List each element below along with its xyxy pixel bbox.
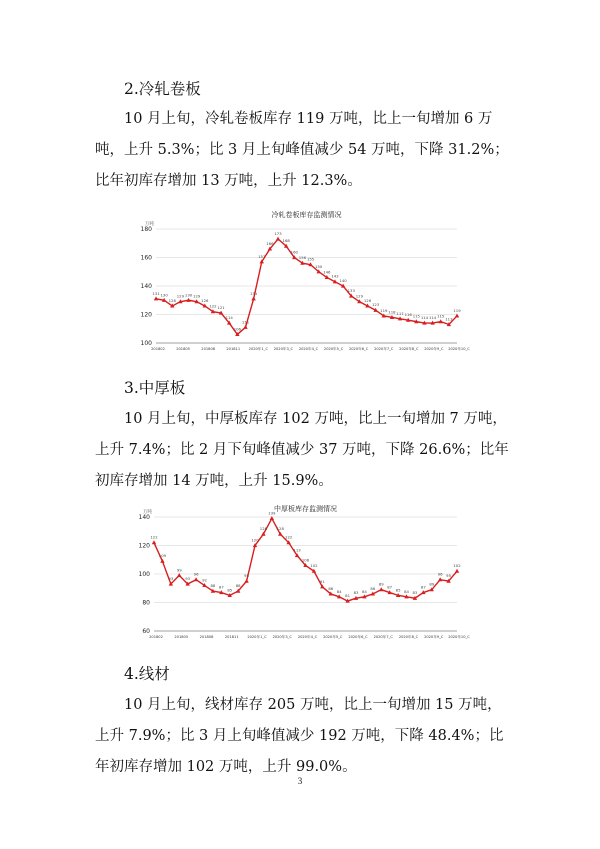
data-label: 126 (201, 297, 209, 303)
x-tick-label: 2020年5_C (323, 347, 344, 351)
data-point (194, 577, 198, 581)
x-tick-label: 2020年4_C (297, 635, 318, 639)
data-label: 117 (396, 310, 404, 316)
data-label: 128 (276, 526, 284, 532)
x-tick-label: 2020年1_C (247, 635, 267, 639)
data-point (243, 325, 247, 329)
paragraph-line: 上升 7.4%；比 2 月下旬峰值减少 37 万吨，下降 26.6%；比年 (95, 442, 509, 458)
data-label: 86 (370, 585, 376, 591)
x-tick-label: 2020年4_C (298, 347, 319, 351)
data-label: 129 (355, 293, 364, 299)
section-heading-cold-rolled: 2.冷轧卷板 (124, 80, 201, 98)
data-point (455, 314, 459, 318)
data-point (455, 569, 459, 573)
data-label: 87 (218, 584, 224, 590)
x-tick-label: 2020年3_C (273, 347, 294, 351)
chart-cold-rolled (140, 205, 470, 355)
data-label: 130 (160, 292, 168, 298)
paragraph-line: 吨，上升 5.3%；比 3 月上旬峰值减少 54 万吨，下降 31.2%； (95, 142, 509, 158)
chart-plate (138, 505, 470, 645)
x-tick-label: 201805 (176, 347, 190, 351)
y-tick-label: 120 (140, 311, 152, 319)
data-label: 95 (244, 573, 250, 579)
x-tick-label: 2020年8_C (398, 635, 419, 639)
series-line (156, 239, 457, 334)
x-tick-label: 201808 (199, 635, 214, 639)
data-label: 123 (372, 302, 380, 308)
data-label: 114 (420, 315, 429, 321)
x-tick-label: 2020年6_C (348, 635, 368, 639)
data-point (270, 516, 274, 520)
data-label: 109 (158, 553, 167, 559)
data-point (379, 587, 383, 591)
x-tick-label: 2020年6_C (348, 347, 369, 351)
data-label: 93 (185, 575, 191, 581)
paragraph-plate (95, 404, 524, 497)
data-point (152, 540, 156, 544)
x-tick-label: 201805 (174, 635, 189, 639)
data-label: 160 (290, 249, 298, 255)
x-tick-label: 201811 (224, 635, 239, 639)
data-label: 173 (274, 230, 282, 236)
section-heading-wire-rod: 4.线材 (124, 665, 170, 683)
y-tick-label: 140 (138, 514, 150, 521)
data-label: 143 (331, 273, 339, 279)
data-label: 128 (259, 526, 268, 532)
data-label: 88 (210, 583, 216, 589)
y-axis-unit: 万吨 (145, 222, 154, 227)
y-tick-label: 120 (138, 542, 150, 550)
data-label: 113 (445, 316, 453, 322)
x-tick-label: 2020年7_C (374, 347, 394, 351)
data-label: 102 (453, 563, 461, 569)
y-tick-label: 100 (140, 340, 152, 347)
chart-title: 中厚板库存监测情况 (274, 505, 337, 513)
data-label: 84 (404, 588, 409, 594)
paragraph-line: 10 月上旬，冷轧卷板库存 119 万吨，比上一旬增加 6 万 (124, 111, 493, 127)
data-label: 89 (378, 581, 384, 587)
data-label: 139 (268, 510, 276, 516)
x-tick-label: 201802 (151, 347, 165, 351)
data-label: 92 (202, 577, 207, 583)
data-label: 86 (328, 585, 334, 591)
y-tick-label: 180 (140, 226, 152, 233)
data-label: 120 (251, 537, 259, 543)
data-label: 166 (266, 240, 274, 246)
data-point (251, 296, 255, 300)
data-label: 83 (412, 590, 418, 596)
paragraph-line: 比年初库存增加 13 万吨，上升 12.3%。 (95, 173, 362, 189)
page-number: 3 (297, 776, 303, 786)
data-label: 119 (380, 307, 388, 313)
x-tick-label: 2020年9_C (424, 635, 444, 639)
data-label: 129 (193, 293, 201, 299)
data-label: 84 (336, 588, 342, 594)
data-label: 121 (217, 305, 225, 311)
data-label: 122 (209, 303, 217, 309)
y-tick-label: 60 (142, 628, 150, 635)
data-label: 118 (388, 309, 396, 315)
x-tick-label: 2020年5_C (323, 635, 343, 639)
data-label: 83 (353, 590, 359, 596)
x-tick-label: 2020年1_C (248, 347, 269, 351)
data-label: 115 (412, 313, 420, 319)
section-heading-plate: 3.中厚板 (124, 379, 186, 397)
data-label: 119 (453, 307, 461, 313)
paragraph-line: 10 月上旬，中厚板库存 102 万吨，比上一旬增加 7 万吨， (124, 411, 507, 427)
x-tick-label: 201802 (149, 635, 163, 639)
data-point (177, 573, 181, 577)
data-label: 122 (150, 534, 158, 540)
data-label: 114 (225, 315, 233, 321)
data-label: 87 (420, 584, 426, 590)
data-label: 85 (395, 587, 401, 593)
data-label: 87 (387, 584, 393, 590)
data-label: 81 (345, 593, 351, 599)
data-label: 156 (298, 255, 307, 261)
data-label: 93 (168, 575, 174, 581)
data-label: 88 (235, 583, 241, 589)
data-label: 129 (176, 293, 185, 299)
data-label: 131 (249, 290, 258, 296)
data-label: 106 (301, 557, 310, 563)
data-label: 114 (428, 315, 437, 321)
data-label: 89 (429, 581, 435, 587)
data-label: 106 (233, 326, 241, 332)
x-tick-label: 201811 (226, 347, 241, 351)
data-label: 155 (306, 256, 315, 262)
data-point (244, 579, 248, 583)
data-label: 96 (437, 571, 443, 577)
data-label: 150 (315, 263, 323, 269)
data-label: 126 (363, 297, 372, 303)
data-label: 157 (258, 253, 266, 259)
data-label: 122 (285, 534, 293, 540)
data-label: 111 (241, 319, 250, 325)
x-tick-label: 2020年9_C (424, 347, 444, 351)
y-tick-label: 140 (140, 283, 152, 290)
data-point (276, 237, 280, 241)
paragraph-wire-rod (95, 690, 524, 783)
data-label: 116 (404, 312, 412, 318)
y-tick-label: 100 (138, 571, 150, 578)
data-label: 146 (323, 269, 331, 275)
data-label: 99 (176, 567, 182, 573)
x-tick-label: 2020年7_C (373, 635, 393, 639)
x-tick-label: 2020年10_C (448, 635, 470, 639)
data-label: 133 (347, 287, 355, 293)
paragraph-line: 年初库存增加 102 万吨，上升 99.0%。 (95, 759, 357, 775)
x-tick-label: 201808 (201, 347, 216, 351)
data-label: 102 (310, 563, 318, 569)
data-label: 84 (361, 588, 367, 594)
paragraph-line: 初库存增加 14 万吨，上升 15.9%。 (95, 473, 333, 489)
y-tick-label: 160 (140, 254, 152, 262)
x-tick-label: 2020年3_C (272, 635, 292, 639)
paragraph-line: 10 月上旬，线材库存 205 万吨，比上一旬增加 15 万吨， (124, 697, 502, 713)
x-tick-label: 2020年8_C (399, 347, 419, 351)
data-label: 115 (437, 313, 445, 319)
y-axis-unit: 万吨 (143, 510, 152, 515)
data-label: 91 (319, 578, 325, 584)
data-label: 96 (193, 571, 199, 577)
x-tick-label: 2020年10_C (448, 347, 470, 351)
data-label: 126 (168, 297, 176, 303)
y-tick-label: 80 (142, 599, 150, 607)
data-label: 140 (339, 278, 347, 283)
data-label: 95 (446, 573, 452, 579)
data-label: 113 (293, 547, 301, 553)
data-label: 168 (282, 238, 290, 244)
data-label: 85 (227, 587, 233, 593)
data-label: 130 (184, 292, 193, 298)
paragraph-line: 上升 7.9%；比 3 月上旬峰值减少 192 万吨，下降 48.4%；比 (95, 728, 504, 744)
paragraph-cold-rolled (95, 104, 524, 197)
data-label: 131 (152, 290, 160, 296)
chart-title: 冷轧卷板库存监测情况 (271, 211, 342, 219)
